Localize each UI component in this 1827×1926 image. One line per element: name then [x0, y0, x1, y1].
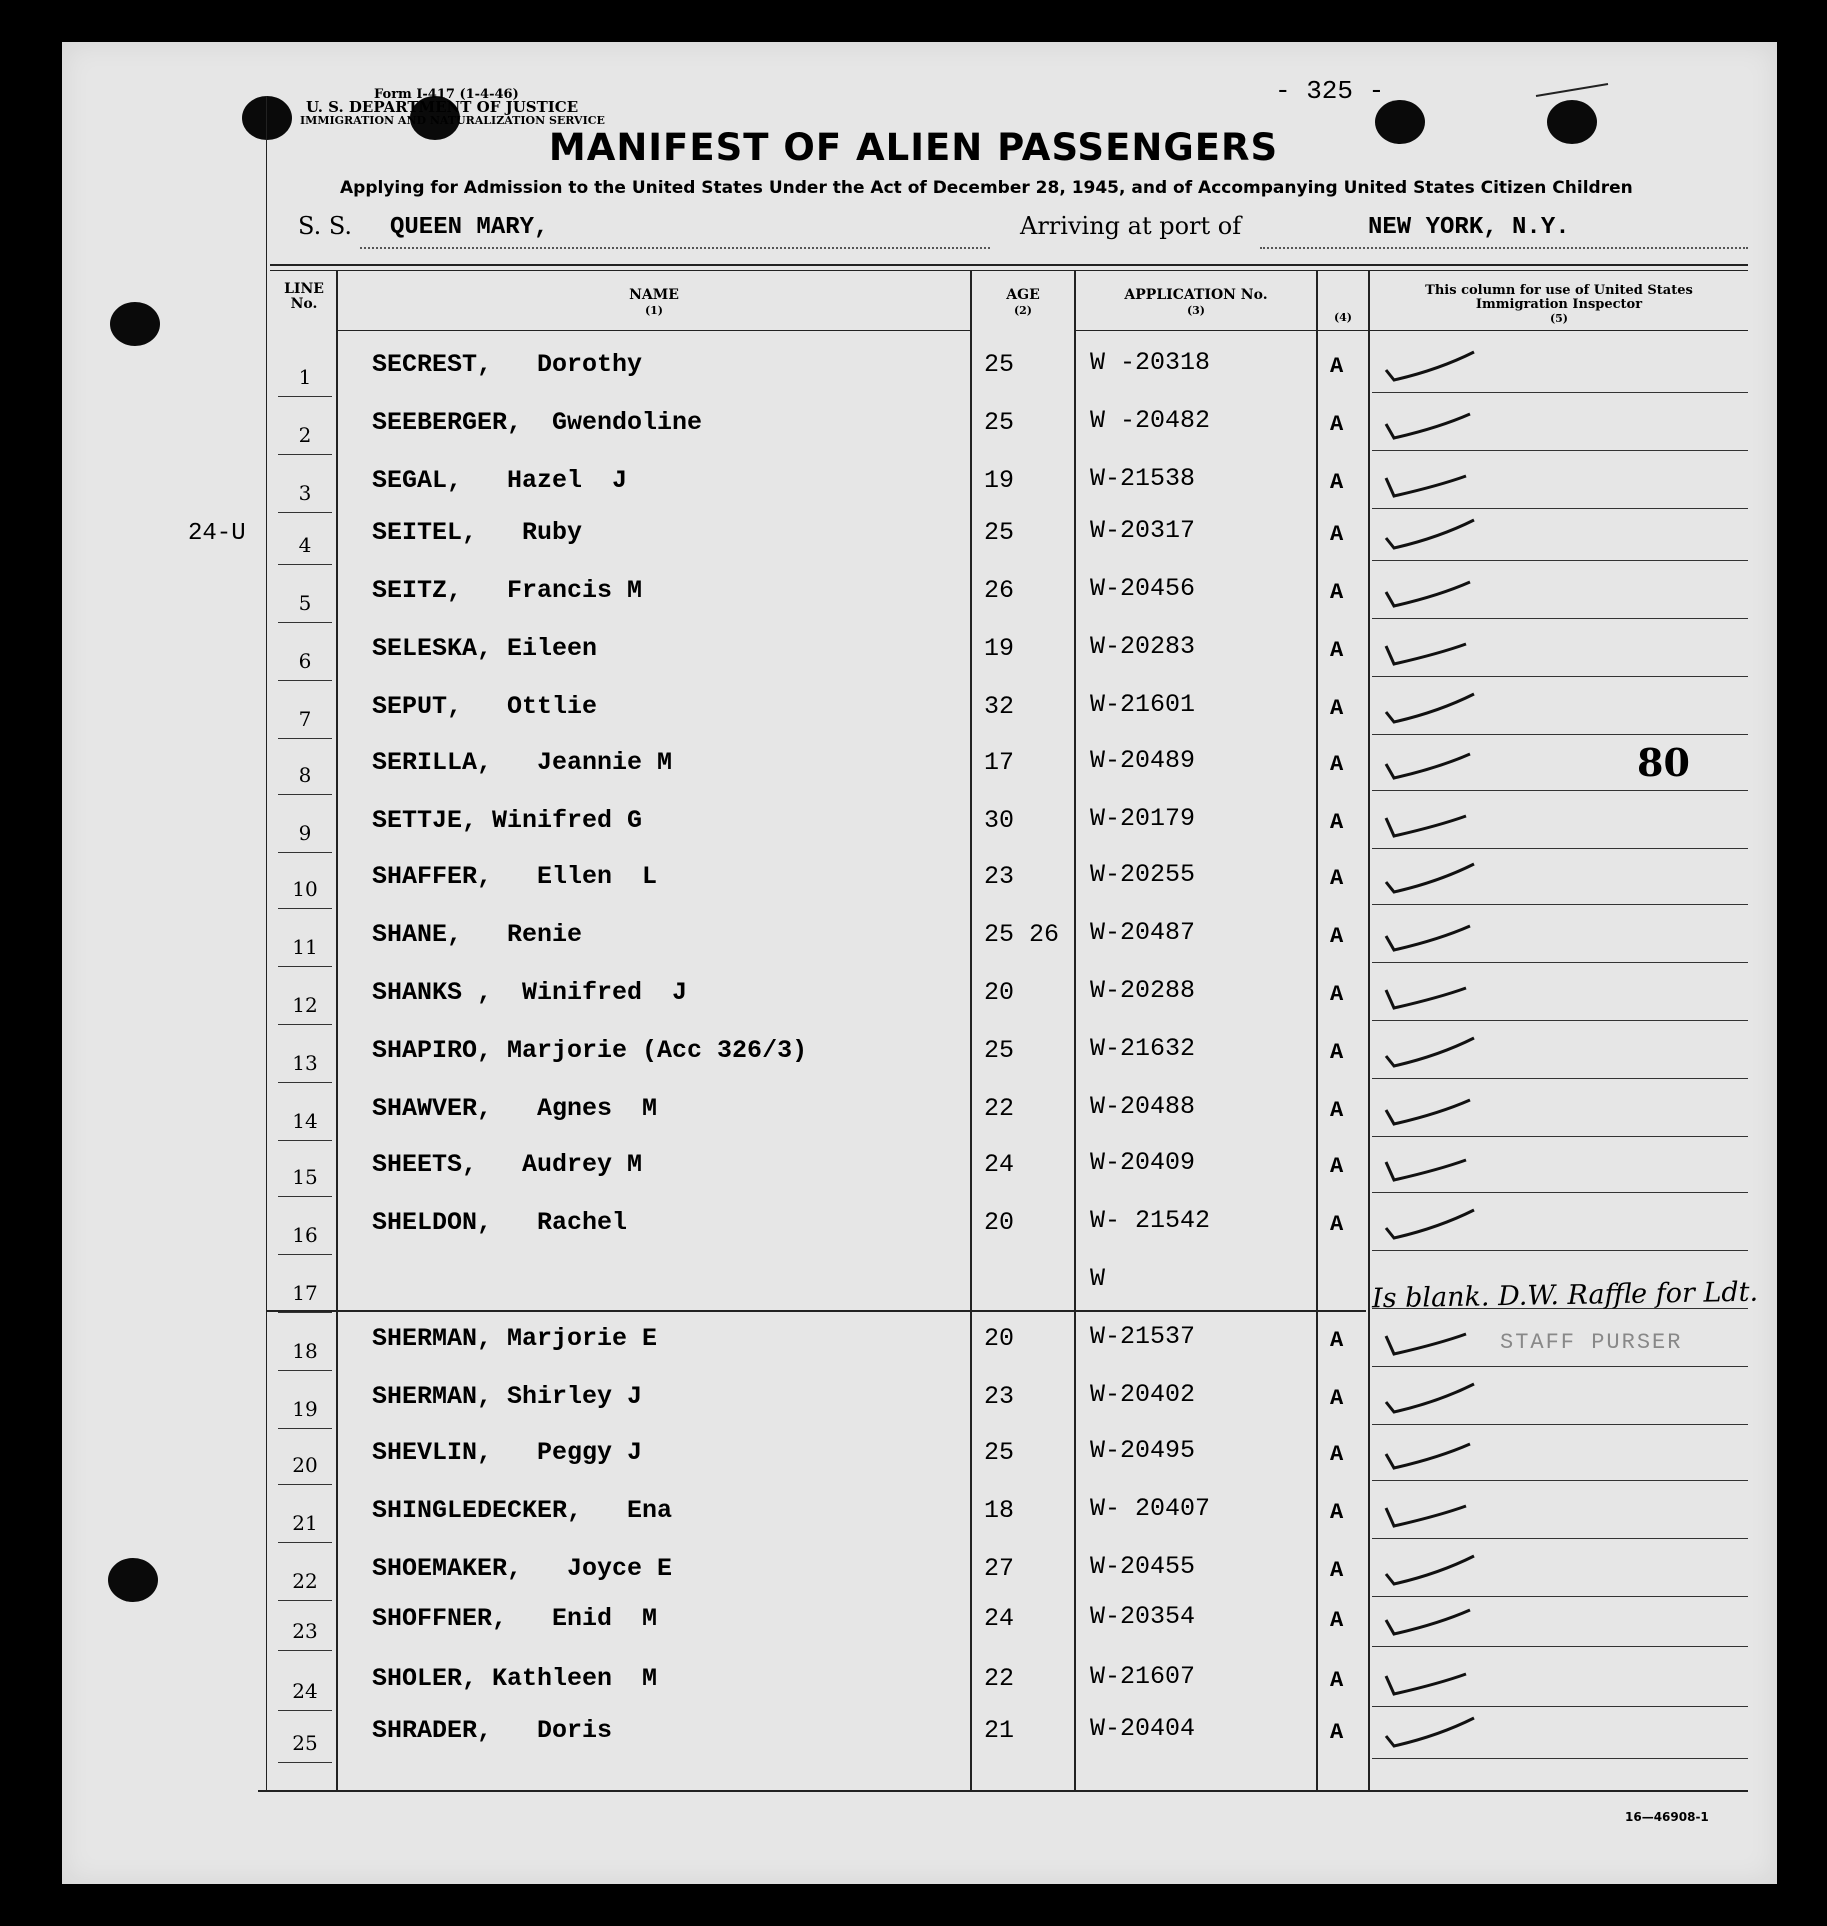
- table-top-rule: [270, 264, 1748, 266]
- application-number: W-20456: [1090, 574, 1196, 603]
- passenger-name: SHAFFER, Ellen L: [372, 862, 658, 891]
- line-no-rule: [278, 1370, 332, 1371]
- table-row: [0, 1084, 1827, 1142]
- status-mark: A: [1330, 696, 1344, 721]
- application-number: W-20179: [1090, 804, 1196, 833]
- table-row: [0, 1372, 1827, 1430]
- inspector-rule: [1372, 560, 1748, 561]
- application-number: W-20283: [1090, 632, 1196, 661]
- inspector-rule: [1372, 734, 1748, 735]
- inspector-check-mark: [1378, 910, 1488, 960]
- application-number: W-20404: [1090, 1714, 1196, 1743]
- inspector-check-mark: [1378, 398, 1488, 448]
- check-stroke: [1386, 1506, 1466, 1526]
- inspector-check-mark: [1378, 1654, 1488, 1704]
- application-number: W-20489: [1090, 746, 1196, 775]
- line-no-rule: [278, 1542, 332, 1543]
- status-mark: A: [1330, 810, 1344, 835]
- passenger-age: 20: [984, 1208, 1015, 1237]
- check-stroke: [1386, 1210, 1474, 1238]
- line-number: 5: [298, 591, 312, 615]
- table-row: [0, 1428, 1827, 1486]
- line-no-rule: [278, 564, 332, 565]
- inspector-check-mark: [1378, 566, 1488, 616]
- status-mark: A: [1330, 354, 1344, 379]
- form-header: [300, 88, 605, 127]
- application-number: W-21607: [1090, 1662, 1196, 1691]
- passenger-age: 25: [984, 518, 1015, 547]
- passenger-name: SHOLER, Kathleen M: [372, 1664, 658, 1693]
- passenger-name: SHOEMAKER, Joyce E: [372, 1554, 673, 1583]
- inspector-rule: [1372, 790, 1748, 791]
- line-no-rule: [278, 1650, 332, 1651]
- passenger-name: SHANE, Renie: [372, 920, 583, 949]
- passenger-age: 18: [984, 1496, 1015, 1525]
- inspector-check-mark: [1378, 456, 1488, 506]
- inspector-check-mark: [1378, 624, 1488, 674]
- line-number: 21: [292, 1511, 318, 1535]
- check-stroke: [1386, 476, 1466, 496]
- inspector-rule: [1372, 1136, 1748, 1137]
- line-number: 12: [292, 993, 318, 1017]
- passenger-age: 25: [984, 350, 1015, 379]
- count-annotation: 80: [1637, 740, 1690, 785]
- status-mark: A: [1330, 1154, 1344, 1179]
- page-title: MANIFEST OF ALIEN PASSENGERS: [548, 126, 1279, 169]
- staff-purser-stamp: STAFF PURSER: [1500, 1330, 1683, 1355]
- status-mark: A: [1330, 1608, 1344, 1633]
- inspector-rule: [1372, 1758, 1748, 1759]
- check-stroke: [1386, 1160, 1466, 1180]
- status-mark: A: [1330, 1668, 1344, 1693]
- passenger-name: SHEETS, Audrey M: [372, 1150, 643, 1179]
- status-mark: A: [1330, 1500, 1344, 1525]
- table-row: [0, 624, 1827, 682]
- status-mark: A: [1330, 924, 1344, 949]
- inspector-rule: [1372, 848, 1748, 849]
- table-bottom-rule: [258, 1790, 1748, 1792]
- line-number: 25: [292, 1731, 318, 1755]
- passenger-age: 19: [984, 466, 1015, 495]
- table-top-rule-2: [270, 270, 1748, 271]
- status-mark: A: [1330, 1720, 1344, 1745]
- table-row: [0, 1140, 1827, 1198]
- inspector-check-mark: [1378, 852, 1488, 902]
- passenger-age: 22: [984, 1094, 1015, 1123]
- passenger-age: 20: [984, 978, 1015, 1007]
- line-no-rule: [278, 1024, 332, 1025]
- status-mark: A: [1330, 1558, 1344, 1583]
- inspector-check-mark: [1378, 1706, 1488, 1756]
- inspector-rule: [1372, 962, 1748, 963]
- line17-handwritten-note: Is blank. D.W. Raffle for Ldt.: [1371, 1276, 1759, 1315]
- line-no-rule: [278, 1254, 332, 1255]
- status-mark: A: [1330, 412, 1344, 437]
- passenger-name: SHERMAN, Marjorie E: [372, 1324, 658, 1353]
- header-col4: (4): [1333, 311, 1353, 324]
- table-row: [0, 1198, 1827, 1256]
- inspector-check-mark: [1378, 1486, 1488, 1536]
- status-mark: A: [1330, 522, 1344, 547]
- check-stroke: [1386, 864, 1474, 892]
- application-number: W-21601: [1090, 690, 1196, 719]
- inspector-rule: [1372, 392, 1748, 393]
- application-number: W-20354: [1090, 1602, 1196, 1631]
- line-no-rule: [278, 1762, 332, 1763]
- application-number: W-20488: [1090, 1092, 1196, 1121]
- status-mark: A: [1330, 470, 1344, 495]
- line-number: 17: [292, 1281, 318, 1305]
- application-number: W-20495: [1090, 1436, 1196, 1465]
- line-number: 3: [298, 481, 312, 505]
- status-mark: A: [1330, 638, 1344, 663]
- check-stroke: [1386, 352, 1474, 380]
- application-number: W- 21542: [1090, 1206, 1211, 1235]
- check-stroke: [1386, 1718, 1474, 1746]
- table-row: [0, 508, 1827, 566]
- table-row: [0, 682, 1827, 740]
- check-stroke: [1386, 816, 1466, 836]
- line17-strike-rule: [266, 1310, 1366, 1312]
- check-stroke: [1386, 1444, 1470, 1468]
- check-stroke: [1386, 754, 1470, 778]
- inspector-rule: [1372, 1646, 1748, 1647]
- inspector-rule: [1372, 1078, 1748, 1079]
- status-mark: A: [1330, 1386, 1344, 1411]
- inspector-check-mark: [1378, 796, 1488, 846]
- application-number: W -20482: [1090, 406, 1211, 435]
- form-number: Form I-417 (1-4-46): [374, 87, 519, 102]
- application-number: W-20317: [1090, 516, 1196, 545]
- line-number: 9: [298, 821, 312, 845]
- table-row: [0, 968, 1827, 1026]
- line-no-rule: [278, 794, 332, 795]
- check-stroke: [1386, 1100, 1470, 1124]
- line-number: 7: [298, 707, 312, 731]
- inspector-rule: [1372, 676, 1748, 677]
- table-row: [0, 340, 1827, 398]
- passenger-name: SETTJE, Winifred G: [372, 806, 643, 835]
- header-name: NAME (1): [629, 287, 679, 317]
- inspector-check-mark: [1378, 1428, 1488, 1478]
- check-stroke: [1386, 1610, 1470, 1634]
- passenger-age: 25: [984, 1438, 1015, 1467]
- status-mark: A: [1330, 1442, 1344, 1467]
- service: IMMIGRATION AND NATURALIZATION SERVICE: [300, 114, 605, 127]
- check-stroke: [1386, 926, 1470, 950]
- inspector-rule: [1372, 1424, 1748, 1425]
- line-no-rule: [278, 396, 332, 397]
- check-stroke: [1386, 520, 1474, 548]
- inspector-rule: [1372, 1020, 1748, 1021]
- passenger-age: 27: [984, 1554, 1015, 1583]
- line-number: 20: [292, 1453, 318, 1477]
- status-mark: A: [1330, 752, 1344, 777]
- ship-name: QUEEN MARY,: [390, 214, 549, 241]
- inspector-check-mark: [1378, 682, 1488, 732]
- line-number: 1: [298, 365, 312, 389]
- table-row: [0, 738, 1827, 796]
- line-number: 8: [298, 763, 312, 787]
- inspector-check-mark: [1378, 1372, 1488, 1422]
- inspector-check-mark: [1378, 1594, 1488, 1644]
- check-stroke: [1386, 1334, 1466, 1354]
- header-check-mark: [1532, 80, 1612, 110]
- passenger-name: SEEBERGER, Gwendoline: [372, 408, 703, 437]
- passenger-age: 30: [984, 806, 1015, 835]
- header-rule: [336, 330, 970, 331]
- header-application: APPLICATION No. (3): [1124, 287, 1268, 317]
- ss-label: S. S.: [298, 212, 353, 240]
- application-number: W-20409: [1090, 1148, 1196, 1177]
- status-mark: A: [1330, 866, 1344, 891]
- passenger-age: 20: [984, 1324, 1015, 1353]
- inspector-check-mark: [1378, 1140, 1488, 1190]
- passenger-name: SHAWVER, Agnes M: [372, 1094, 658, 1123]
- inspector-rule: [1372, 450, 1748, 451]
- inspector-rule: [1372, 1366, 1748, 1367]
- table-row: [0, 566, 1827, 624]
- line-no-rule: [278, 1082, 332, 1083]
- inspector-check-mark: [1378, 1314, 1488, 1364]
- passenger-age: 17: [984, 748, 1015, 777]
- passenger-name: SHOFFNER, Enid M: [372, 1604, 658, 1633]
- check-stroke: [1386, 988, 1466, 1008]
- line-number: 14: [292, 1109, 318, 1133]
- application-number: W-20255: [1090, 860, 1196, 889]
- passenger-name: SHAPIRO, Marjorie (Acc 326/3): [372, 1036, 808, 1065]
- passenger-age: 25: [984, 1036, 1015, 1065]
- passenger-name: SELESKA, Eileen: [372, 634, 598, 663]
- table-row: [0, 1594, 1827, 1652]
- passenger-age: 24: [984, 1150, 1015, 1179]
- header-line-no: LINE No.: [284, 281, 324, 312]
- passenger-name: SHANKS , Winifred J: [372, 978, 688, 1007]
- application-number: W-20288: [1090, 976, 1196, 1005]
- inspector-rule: [1372, 904, 1748, 905]
- inspector-check-mark: [1378, 508, 1488, 558]
- check-stroke: [1386, 644, 1466, 664]
- status-mark: A: [1330, 1040, 1344, 1065]
- line-no-rule: [278, 622, 332, 623]
- passenger-name: SEGAL, Hazel J: [372, 466, 628, 495]
- status-mark: A: [1330, 1212, 1344, 1237]
- check-stroke: [1386, 1038, 1474, 1066]
- application-number: W-20455: [1090, 1552, 1196, 1581]
- line-number: 22: [292, 1569, 318, 1593]
- header-age: AGE (2): [1006, 287, 1040, 317]
- line-no-rule: [278, 454, 332, 455]
- line-number: 2: [298, 423, 312, 447]
- inspector-rule: [1372, 1250, 1748, 1251]
- application-number: W- 20407: [1090, 1494, 1211, 1523]
- check-stroke: [1386, 1556, 1474, 1584]
- passenger-age: 23: [984, 1382, 1015, 1411]
- port-dotted-line: [1260, 247, 1748, 249]
- table-row: [0, 910, 1827, 968]
- passenger-age: 22: [984, 1664, 1015, 1693]
- passenger-age: 24: [984, 1604, 1015, 1633]
- inspector-check-mark: [1378, 340, 1488, 390]
- inspector-check-mark: [1378, 968, 1488, 1018]
- status-mark: A: [1330, 982, 1344, 1007]
- footer-code: 16—46908-1: [1625, 1810, 1709, 1824]
- line-number: 16: [292, 1223, 318, 1247]
- passenger-age: 19: [984, 634, 1015, 663]
- table-row: [0, 398, 1827, 456]
- line-number: 24: [292, 1679, 318, 1703]
- line-no-rule: [278, 1196, 332, 1197]
- inspector-check-mark: [1378, 738, 1488, 788]
- application-number: W: [1090, 1264, 1106, 1293]
- table-row: [0, 456, 1827, 514]
- line-number: 4: [298, 533, 312, 557]
- line-no-rule: [278, 680, 332, 681]
- arriving-label: Arriving at port of: [1020, 212, 1242, 240]
- check-stroke: [1386, 414, 1470, 438]
- application-number: W-20402: [1090, 1380, 1196, 1409]
- line-no-rule: [278, 1312, 332, 1313]
- check-stroke: [1386, 694, 1474, 722]
- inspector-check-mark: [1378, 1084, 1488, 1134]
- passenger-age: 25 26: [984, 920, 1060, 949]
- passenger-name: SEITZ, Francis M: [372, 576, 643, 605]
- line-no-rule: [278, 1484, 332, 1485]
- passenger-name: SEITEL, Ruby: [372, 518, 583, 547]
- passenger-name: SEPUT, Ottlie: [372, 692, 598, 721]
- table-row: [0, 1654, 1827, 1712]
- table-row: [0, 1026, 1827, 1084]
- application-number: W-21632: [1090, 1034, 1196, 1063]
- check-stroke: [1386, 582, 1470, 606]
- inspector-check-mark: [1378, 1198, 1488, 1248]
- table-row: [0, 1706, 1827, 1764]
- margin-annotation: 24-U: [188, 520, 246, 547]
- line-no-rule: [278, 908, 332, 909]
- inspector-rule: [1372, 1480, 1748, 1481]
- line-number: 19: [292, 1397, 318, 1421]
- passenger-name: SHELDON, Rachel: [372, 1208, 628, 1237]
- passenger-age: 21: [984, 1716, 1015, 1745]
- page-number: - 325 -: [1275, 76, 1385, 106]
- header-inspector: This column for use of United States Immigration Inspector (5): [1425, 283, 1693, 325]
- passenger-name: SERILLA, Jeannie M: [372, 748, 673, 777]
- application-number: W-21538: [1090, 464, 1196, 493]
- application-number: W-21537: [1090, 1322, 1196, 1351]
- line-number: 10: [292, 877, 318, 901]
- application-number: W-20487: [1090, 918, 1196, 947]
- status-mark: A: [1330, 1328, 1344, 1353]
- line-number: 11: [292, 935, 318, 959]
- inspector-rule: [1372, 1538, 1748, 1539]
- check-stroke: [1386, 1384, 1474, 1412]
- status-mark: A: [1330, 580, 1344, 605]
- table-row: [0, 796, 1827, 854]
- passenger-name: SHRADER, Doris: [372, 1716, 613, 1745]
- passenger-age: 32: [984, 692, 1015, 721]
- line-number: 18: [292, 1339, 318, 1363]
- application-number: W -20318: [1090, 348, 1211, 377]
- inspector-check-mark: [1378, 1026, 1488, 1076]
- passenger-name: SHINGLEDECKER, Ena: [372, 1496, 673, 1525]
- ship-dotted-line: [360, 247, 990, 249]
- check-stroke: [1386, 1674, 1466, 1694]
- header-rule: [1076, 330, 1748, 331]
- line-number: 23: [292, 1619, 318, 1643]
- table-row: [0, 1486, 1827, 1544]
- page-subtitle: Applying for Admission to the United States Under the Act of December 28, 1945, and of Accompanying United States Citizen Children: [340, 178, 1633, 198]
- passenger-name: SECREST, Dorothy: [372, 350, 643, 379]
- line-number: 13: [292, 1051, 318, 1075]
- inspector-rule: [1372, 1192, 1748, 1193]
- inspector-rule: [1372, 618, 1748, 619]
- table-row: [0, 852, 1827, 910]
- passenger-age: 23: [984, 862, 1015, 891]
- inspector-check-mark: [1378, 1544, 1488, 1594]
- passenger-name: SHERMAN, Shirley J: [372, 1382, 643, 1411]
- line-number: 6: [298, 649, 312, 673]
- line-number: 15: [292, 1165, 318, 1189]
- department: U. S. DEPARTMENT OF JUSTICE: [306, 98, 579, 116]
- passenger-age: 25: [984, 408, 1015, 437]
- passenger-name: SHEVLIN, Peggy J: [372, 1438, 643, 1467]
- status-mark: A: [1330, 1098, 1344, 1123]
- passenger-age: 26: [984, 576, 1015, 605]
- port-name: NEW YORK, N.Y.: [1368, 214, 1570, 241]
- line-no-rule: [278, 966, 332, 967]
